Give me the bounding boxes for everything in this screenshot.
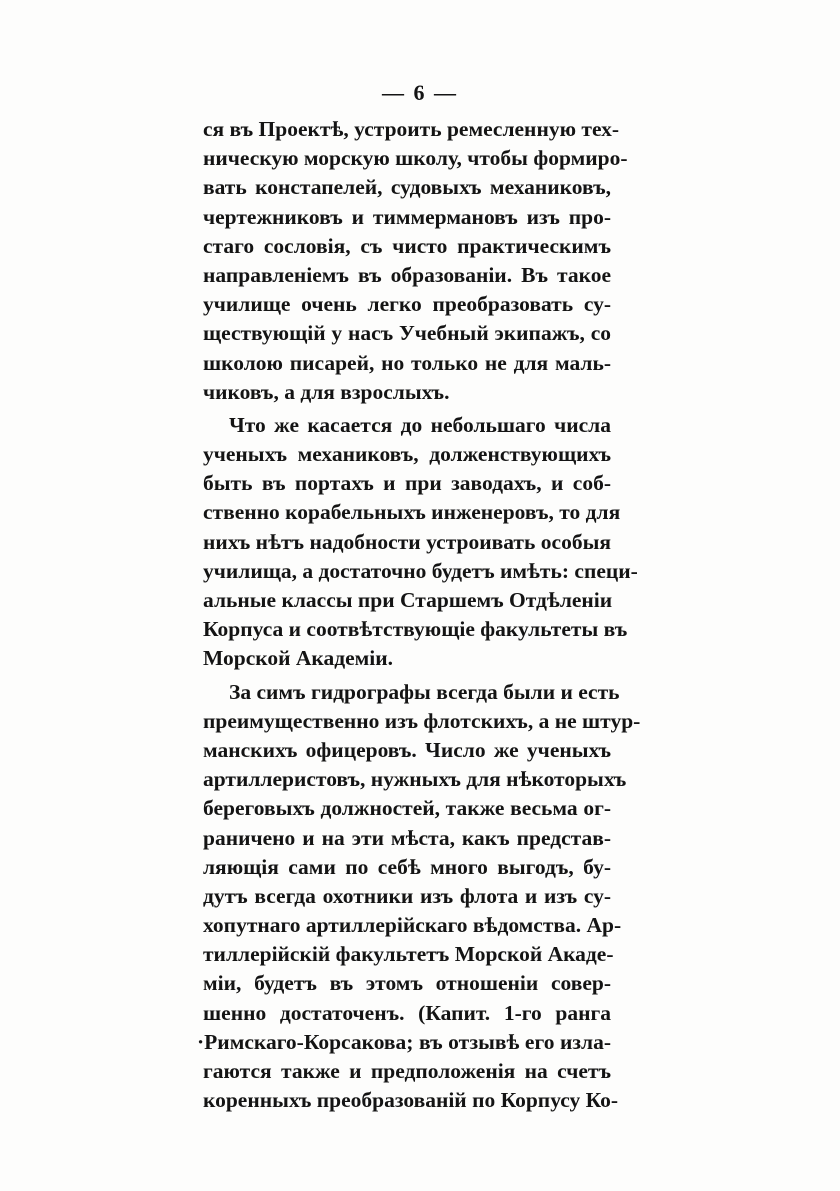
text-line: училища, а достаточно будетъ имѣть: специ- [203,558,638,583]
text-line: Что же касается до небольшаго числа [229,412,611,437]
page-number: — 6 — [382,80,458,105]
text-line: шенно достаточенъ. (Капит. 1-го ранга [203,1000,611,1025]
text-line: направленіемъ въ образованіи. Въ такое [203,262,611,287]
text-line: преимущественно изъ флотскихъ, а не штур- [203,708,641,733]
text-line: вать констапелей, судовыхъ механиковъ, [203,175,611,200]
text-line: ученыхъ механиковъ, долженствующихъ [203,442,611,467]
text-line: нихъ нѣтъ надобности устроивать особыя [203,529,611,554]
text-line: За симъ гидрографы всегда были и есть [229,679,620,704]
text-line: артиллеристовъ, нужныхъ для нѣкоторыхъ [203,767,627,792]
text-line: манскихъ офицеровъ. Число же ученыхъ [203,737,611,762]
text-line: школою писарей, но только не для маль- [203,350,611,375]
text-line: чертежниковъ и тиммермановъ изъ про- [203,204,611,229]
text-line: міи, будетъ въ этомъ отношеніи совер- [203,971,611,996]
text-line: ляющія сами по себѣ много выгодъ, бу- [203,854,611,879]
text-line: Корпуса и соотвѣтствующіе факультеты въ [203,617,628,642]
text-line: Морской Академіи. [203,646,394,671]
text-line: ническую морскую школу, чтобы формиро- [203,146,628,171]
text-line: раничено и на эти мѣста, какъ представ- [203,825,611,850]
text-line: ·Римскаго-Корсакова; въ отзывѣ его излa- [197,1029,611,1054]
text-line: гаются также и предположенія на счетъ [203,1059,611,1083]
text-line: ществующій у насъ Учебный экипажъ, со [203,321,611,346]
text-line: ся въ Проектѣ, устроить ремесленную тех- [203,117,619,141]
text-line: чиковъ, а для взрослыхъ. [203,379,450,404]
body-text [197,115,641,1115]
text-line: быть въ портахъ и при заводахъ, и соб- [203,471,611,496]
text-line: береговыхъ должностей, также весьма ог- [203,796,611,821]
text-line: училище очень легко преобразовать су- [203,292,611,317]
text-line: тиллерійскій факультетъ Морской Акаде- [203,942,614,967]
text-line: коренныхъ преобразованій по Корпусу Ко- [203,1088,619,1113]
text-line: ственно корабельныхъ инженеровъ, то для [203,500,621,525]
text-line: стаго сословія, съ чисто практическимъ [203,233,611,258]
text-line: альные классы при Старшемъ Отдѣленіи [203,588,613,612]
text-line: хопутнаго артиллерійскаго вѣдомства. Ар- [203,913,622,938]
text-line: дутъ всегда охотники изъ флота и изъ су- [203,883,611,908]
